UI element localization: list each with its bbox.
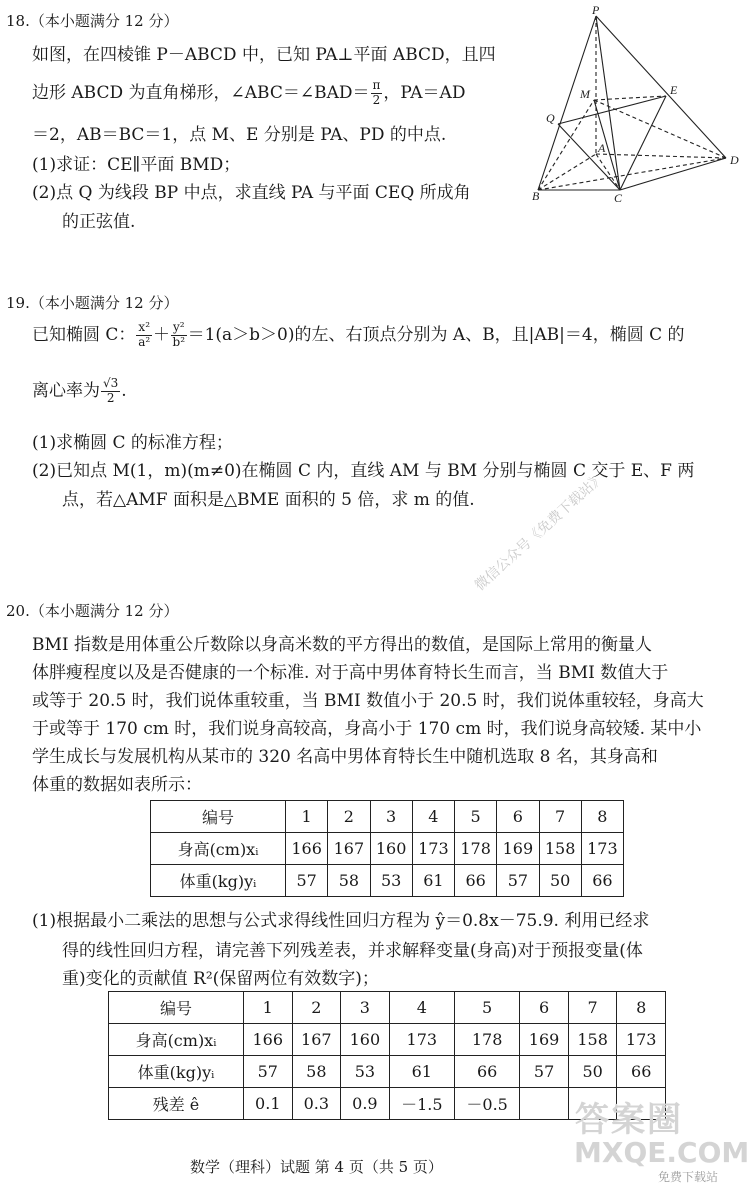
row-label: 残差 ê xyxy=(109,1088,244,1120)
q19-line1-a: 已知椭圆 C： xyxy=(32,325,136,345)
table-cell: 57 xyxy=(497,865,539,897)
table-cell: 3 xyxy=(370,801,412,833)
table-cell: 178 xyxy=(455,833,497,865)
q19-header: 19.（本小题满分 12 分） xyxy=(6,294,179,312)
edge-qe xyxy=(558,96,666,124)
q18-line2-a: 边形 ABCD 为直角梯形，∠ABC＝∠BAD＝ xyxy=(32,83,370,103)
table-cell: 160 xyxy=(341,1024,390,1056)
table-cell: 0.9 xyxy=(341,1088,390,1120)
table-cell: 7 xyxy=(568,992,617,1024)
q19-line1-b: ＝1(a＞b＞0)的左、右顶点分别为 A、B，且|AB|＝4，椭圆 C 的 xyxy=(187,325,685,345)
edge-pc xyxy=(596,16,620,190)
table-cell: 173 xyxy=(389,1024,454,1056)
label-p: P xyxy=(592,4,600,17)
edge-bd xyxy=(538,158,726,190)
table-cell: 169 xyxy=(520,1024,569,1056)
table-cell: 66 xyxy=(581,865,623,897)
table-cell: 57 xyxy=(286,865,328,897)
row-label: 身高(cm)xᵢ xyxy=(151,833,286,865)
table-cell: －0.5 xyxy=(454,1088,519,1120)
table-row-id xyxy=(109,992,666,1024)
table-cell: 66 xyxy=(617,1056,666,1088)
table-cell: －1.5 xyxy=(389,1088,454,1120)
table-cell: 58 xyxy=(292,1056,341,1088)
label-e: E xyxy=(670,83,678,97)
table-row-weight xyxy=(151,865,624,897)
height-weight-table xyxy=(150,800,624,897)
table-row-weight xyxy=(109,1056,666,1088)
q19-frac-y2-b2: $\frac{\text{y²}}{\text{b²}}$ xyxy=(172,320,186,349)
row-label: 编号 xyxy=(109,992,244,1024)
table-cell: 5 xyxy=(455,801,497,833)
table-cell: 0.3 xyxy=(292,1088,341,1120)
q18-line2-b: ，PA＝AD xyxy=(383,83,466,103)
table-cell: 6 xyxy=(497,801,539,833)
watermark-logo-bottom: MXQE.COM xyxy=(574,1136,749,1169)
q20-para-line2: 体胖瘦程度以及是否健康的一个标准. 对于高中男体育特长生而言，当 BMI 数值大于 xyxy=(32,663,669,683)
q18-header: 18.（本小题满分 12 分） xyxy=(6,12,179,30)
q19-line2-a: 离心率为 xyxy=(32,381,100,401)
table-cell: 2 xyxy=(328,801,370,833)
q18-part2-line2: 的正弦值. xyxy=(62,212,136,232)
table-cell: 66 xyxy=(454,1056,519,1088)
table-cell: 57 xyxy=(244,1056,293,1088)
table-cell: 58 xyxy=(328,865,370,897)
table-row-id xyxy=(151,801,624,833)
table-cell: 178 xyxy=(454,1024,519,1056)
watermark-logo-top: 答案圈 xyxy=(575,1100,683,1140)
q18-line1: 如图，在四棱锥 P－ABCD 中，已知 PA⊥平面 ABCD，且四 xyxy=(32,45,496,65)
table-cell: 61 xyxy=(389,1056,454,1088)
row-label: 编号 xyxy=(151,801,286,833)
q20-para-line1: BMI 指数是用体重公斤数除以身高米数的平方得出的数值，是国际上常用的衡量人 xyxy=(32,635,653,655)
edge-cd xyxy=(620,158,726,190)
table-cell: 173 xyxy=(412,833,454,865)
table-cell: 158 xyxy=(539,833,581,865)
table-cell: 5 xyxy=(454,992,519,1024)
table-cell: 0.1 xyxy=(244,1088,293,1120)
table-cell: 66 xyxy=(455,865,497,897)
q18-line3: ＝2，AB＝BC＝1，点 M、E 分别是 PA、PD 的中点. xyxy=(32,125,447,145)
q19-line1 xyxy=(32,320,685,350)
watermark-corner: 免费下载站 xyxy=(658,1170,719,1184)
table-cell: 166 xyxy=(286,833,328,865)
q19-plus: ＋ xyxy=(153,325,170,345)
table-cell: 8 xyxy=(617,992,666,1024)
q18-pi-over-2: $\frac{\pi}{2}$ xyxy=(372,78,381,107)
page-footer: 数学（理科）试题 第 4 页（共 5 页） xyxy=(190,1158,443,1176)
table-cell: 4 xyxy=(389,992,454,1024)
table-cell: 173 xyxy=(581,833,623,865)
row-label: 体重(kg)yᵢ xyxy=(109,1056,244,1088)
table-cell: 1 xyxy=(244,992,293,1024)
q20-part1-line2: 得的线性回归方程，请完善下列残差表，并求解释变量(身高)对于预报变量(体 xyxy=(62,941,643,961)
row-label: 体重(kg)yᵢ xyxy=(151,865,286,897)
edge-ce xyxy=(620,96,666,190)
table-cell: 61 xyxy=(412,865,454,897)
table-cell: 1 xyxy=(286,801,328,833)
edge-pb xyxy=(538,16,596,190)
q20-part1-line1: (1)根据最小二乘法的思想与公式求得线性回归方程为 ŷ＝0.8x－75.9. 利用已经求 xyxy=(32,911,650,931)
table-cell: 3 xyxy=(341,992,390,1024)
table-cell: 166 xyxy=(244,1024,293,1056)
label-b: B xyxy=(532,189,540,203)
edge-ac xyxy=(596,154,620,190)
q18-part2-line1: (2)点 Q 为线段 BP 中点，求直线 PA 与平面 CEQ 所成角 xyxy=(32,183,471,203)
table-row-height xyxy=(151,833,624,865)
table-cell: 50 xyxy=(539,865,581,897)
pyramid-figure xyxy=(530,4,746,204)
table-cell: 2 xyxy=(292,992,341,1024)
table-cell: 50 xyxy=(568,1056,617,1088)
table-cell: 8 xyxy=(581,801,623,833)
table-cell: 158 xyxy=(568,1024,617,1056)
table-cell xyxy=(520,1088,569,1120)
table-row-height xyxy=(109,1024,666,1056)
table-cell: 53 xyxy=(341,1056,390,1088)
q20-para-line3: 或等于 20.5 时，我们说体重较重，当 BMI 数值小于 20.5 时，我们说体重较轻，身高大 xyxy=(32,691,704,711)
table-cell: 169 xyxy=(497,833,539,865)
label-c: C xyxy=(614,191,623,204)
q20-para-line6: 体重的数据如表所示： xyxy=(32,775,202,795)
table-cell: 160 xyxy=(370,833,412,865)
edge-me xyxy=(594,96,666,100)
row-label: 身高(cm)xᵢ xyxy=(109,1024,244,1056)
watermark-diagonal: 微信公众号《免费下载站》 xyxy=(472,469,608,595)
q20-para-line4: 于或等于 170 cm 时，我们说身高较高，身高小于 170 cm 时，我们说身高较矮. 某中小 xyxy=(32,719,702,739)
q18-line2 xyxy=(32,78,465,108)
edge-pd xyxy=(596,16,726,158)
q19-part2-line1: (2)已知点 M(1，m)(m≠0)在椭圆 C 内，直线 AM 与 BM 分别与椭圆 C 交于 E、F 两 xyxy=(32,461,695,481)
table-cell: 57 xyxy=(520,1056,569,1088)
q20-para-line5: 学生成长与发展机构从某市的 320 名高中男体育特长生中随机选取 8 名，其身高和 xyxy=(32,747,658,767)
table-cell: 173 xyxy=(617,1024,666,1056)
q19-frac-x2-a2: $\frac{\text{x²}}{\text{a²}}$ xyxy=(138,320,151,349)
q19-line2-b: . xyxy=(121,381,127,401)
table-cell: 53 xyxy=(370,865,412,897)
q19-part2-line2: 点，若△AMF 面积是△BME 面积的 5 倍，求 m 的值. xyxy=(62,490,475,510)
q20-part1-line3: 重)变化的贡献值 R²(保留两位有效数字)； xyxy=(62,969,379,989)
table-cell: 4 xyxy=(412,801,454,833)
table-cell: 7 xyxy=(539,801,581,833)
q19-line2 xyxy=(32,376,127,406)
q19-part1: (1)求椭圆 C 的标准方程； xyxy=(32,433,233,453)
label-a: A xyxy=(598,141,606,155)
q18-part1: (1)求证：CE∥平面 BMD； xyxy=(32,155,241,175)
table-cell: 167 xyxy=(292,1024,341,1056)
label-q: Q xyxy=(546,111,555,125)
label-m: M xyxy=(580,87,590,101)
label-d: D xyxy=(730,153,739,167)
q20-header: 20.（本小题满分 12 分） xyxy=(6,602,179,620)
table-cell: 167 xyxy=(328,833,370,865)
table-cell: 6 xyxy=(520,992,569,1024)
q19-frac-sqrt3-2: $\frac{√3}{2}$ xyxy=(103,376,119,405)
